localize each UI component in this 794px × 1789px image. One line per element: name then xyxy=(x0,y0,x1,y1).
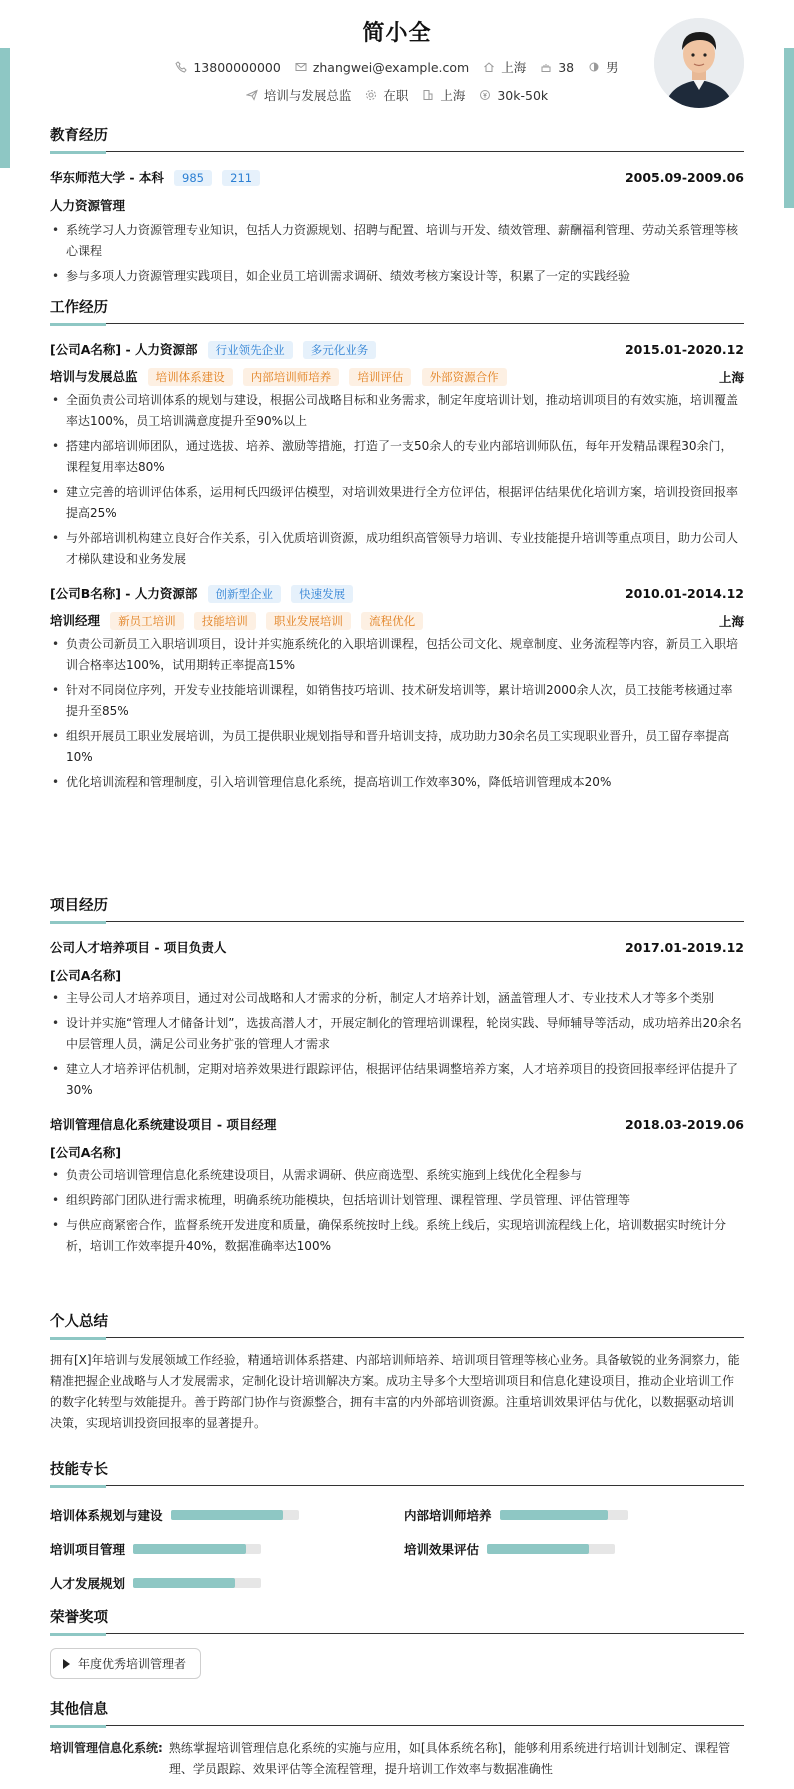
job-a-role-tag: 内部培训师培养 xyxy=(243,368,340,386)
awards-title: 荣誉奖项 xyxy=(50,1606,744,1634)
home-icon xyxy=(483,61,495,73)
email-text: zhangwei@example.com xyxy=(312,59,470,75)
skills-title: 技能专长 xyxy=(50,1458,744,1486)
education-section xyxy=(50,124,744,287)
project-2-date: 2018.03-2019.06 xyxy=(624,1116,744,1132)
avatar-portrait xyxy=(654,18,744,108)
summary-text: 拥有[X]年培训与发展领域工作经验，精通培训体系搭建、内部培训师培养、培训项目管理等核心业务。具备敏锐的业务洞察力，能精准把握企业战略与人才发展需求，定制化设计培训解决方案。成功主导多个大型培训项目和信息化建设项目，推动企业培训工作的数字化转型与效能提升。善于跨部门协作与资源整合，拥有丰富的内外部培训资源。注重培训效果评估与优化，以数据驱动培训决策，实现培训投资回报率的显著提升。 xyxy=(50,1353,740,1430)
project-2-company: [公司A名称] xyxy=(50,1145,122,1160)
skill-bar xyxy=(487,1544,615,1554)
contact-row xyxy=(50,58,744,76)
project-2-header xyxy=(50,1115,744,1133)
skill-label: 培训项目管理 xyxy=(50,1542,126,1557)
skill-item xyxy=(50,1574,261,1592)
list-item: • 设计并实施“管理人才储备计划”，选拔高潜人才，开展定制化的管理培训课程，轮岗实践、导师辅导等活动，成功培养出20余名中层管理人员，满足公司业务扩张的管理人才需求 xyxy=(50,1013,744,1055)
award-list xyxy=(50,1648,744,1679)
job-b-date: 2010.01-2014.12 xyxy=(624,586,744,601)
phone-icon xyxy=(175,61,187,73)
skill-bar xyxy=(171,1510,299,1520)
job-b-company-tag: 快速发展 xyxy=(291,585,353,603)
project-1-date: 2017.01-2019.12 xyxy=(624,939,744,955)
skill-bar xyxy=(133,1544,261,1554)
award-label: 年度优秀培训管理者 xyxy=(78,1657,187,1671)
job-b-role-tag: 职业发展培训 xyxy=(266,612,351,630)
list-item: • 全面负责公司培训体系的规划与建设，根据公司战略目标和业务需求，制定年度培训计划，推动培训项目的有效实施，培训覆盖率达100%，员工培训满意度提升至90%以上 xyxy=(50,390,744,432)
gender-icon xyxy=(588,61,600,73)
job-a-company-line xyxy=(50,340,376,359)
cake-icon xyxy=(540,61,552,73)
job-intent-row xyxy=(50,86,744,104)
work-section xyxy=(50,296,744,793)
job-a-role-tag: 外部资源合作 xyxy=(422,368,507,386)
list-item: • 搭建内部培训师团队，通过选拔、培养、激励等措施，打造了一支50余人的专业内部培训师队伍，每年开发精品课程30余门，课程复用率达80% xyxy=(50,436,744,478)
skill-bar-fill xyxy=(487,1544,589,1554)
list-item: • 与外部培训机构建立良好合作关系，引入优质培训资源，成功组织高管领导力培训、专业技能提升培训等重点项目，助力公司人才梯队建设和业务发展 xyxy=(50,528,744,570)
skill-bar-fill xyxy=(171,1510,284,1520)
tag-211: 211 xyxy=(222,170,260,186)
skill-bar-fill xyxy=(133,1544,246,1554)
list-item: • 与供应商紧密合作，监督系统开发进度和质量，确保系统按时上线。系统上线后，实现培训流程线上化，培训数据实时统计分析，培训工作效率提升40%，数据准确率达100% xyxy=(50,1215,744,1257)
status-icon xyxy=(365,89,377,101)
job-a-role: 培训与发展总监 xyxy=(50,369,138,384)
job-b-role-tag: 流程优化 xyxy=(361,612,423,630)
list-item: • 建立完善的培训评估体系，运用柯氏四级评估模型，对培训效果进行全方位评估，根据评估结果优化培训方案，培训投资回报率提高25% xyxy=(50,482,744,524)
school-name: 华东师范大学 - 本科 xyxy=(50,170,164,185)
list-item: • 系统学习人力资源管理专业知识，包括人力资源规划、招聘与配置、培训与开发、绩效管理、薪酬福利管理、劳动关系管理等核心课程 xyxy=(50,220,744,262)
send-icon xyxy=(246,89,258,101)
mail-icon xyxy=(295,61,307,73)
city-item xyxy=(483,58,526,76)
list-item: • 建立人才培养评估机制，定期对培养效果进行跟踪评估，根据评估结果调整培养方案，人才培养项目的投资回报率经评估提升了30% xyxy=(50,1059,744,1101)
summary-title: 个人总结 xyxy=(50,1310,744,1338)
project-2-name: 培训管理信息化系统建设项目 - 项目经理 xyxy=(50,1117,277,1132)
skills-section xyxy=(50,1458,744,1591)
awards-section xyxy=(50,1606,744,1679)
status-item xyxy=(365,86,408,104)
phone-item xyxy=(175,60,280,75)
skill-item xyxy=(50,1540,261,1558)
job-a-header xyxy=(50,340,744,359)
job-b-company: [公司B名称] - 人力资源部 xyxy=(50,586,198,601)
salary-icon xyxy=(479,89,491,101)
candidate-name: 简小全 xyxy=(362,21,432,46)
projects-section xyxy=(50,894,744,1257)
email-item xyxy=(295,60,469,75)
job-a-company-tag: 行业领先企业 xyxy=(208,341,293,359)
gender-item xyxy=(588,58,619,76)
job-b-role: 培训经理 xyxy=(50,613,101,628)
work-title: 工作经历 xyxy=(50,296,744,324)
age-text: 38 xyxy=(558,59,575,75)
skill-label: 培训体系规划与建设 xyxy=(50,1508,163,1523)
job-a-role-tag: 培训评估 xyxy=(349,368,411,386)
work-city-text: 上海 xyxy=(440,88,466,103)
position-item xyxy=(246,86,352,104)
job-a-role-tag: 培训体系建设 xyxy=(148,368,233,386)
other-text: 熟练掌握培训管理信息化系统的实施与应用，如[具体系统名称]，能够利用系统进行培训计划制定、课程管理、学员跟踪、效果评估等全流程管理，提升培训工作效率与数据准确性 xyxy=(168,1741,731,1776)
major: 人力资源管理 xyxy=(50,198,126,213)
job-a-company-tag: 多元化业务 xyxy=(303,341,377,359)
list-item: • 优化培训流程和管理制度，引入培训管理信息化系统，提高培训工作效率30%，降低培训管理成本20% xyxy=(50,772,744,793)
play-icon xyxy=(63,1659,70,1669)
award-item[interactable] xyxy=(50,1648,201,1679)
job-b-role-tag: 技能培训 xyxy=(194,612,256,630)
skills-grid xyxy=(50,1486,744,1591)
city-text: 上海 xyxy=(501,60,527,75)
other-title: 其他信息 xyxy=(50,1698,744,1726)
other-label: 培训管理信息化系统: xyxy=(50,1741,163,1755)
phone-text: 13800000000 xyxy=(193,59,281,75)
job-b-header xyxy=(50,584,744,603)
skill-bar xyxy=(133,1578,261,1588)
skill-label: 人才发展规划 xyxy=(50,1576,126,1591)
project-1-name: 公司人才培养项目 - 项目负责人 xyxy=(50,940,227,955)
list-item: • 针对不同岗位序列，开发专业技能培训课程，如销售技巧培训、技术研发培训等，累计培训2000余人次，员工技能考核通过率提升至85% xyxy=(50,680,744,722)
school-line xyxy=(50,168,260,186)
skill-item xyxy=(404,1506,628,1524)
education-date: 2005.09-2009.06 xyxy=(624,169,744,185)
job-b-location: 上海 xyxy=(718,613,744,629)
job-a-bullets xyxy=(50,390,744,570)
gender-text: 男 xyxy=(606,60,619,75)
skill-item xyxy=(404,1540,615,1558)
tag-985: 985 xyxy=(174,170,212,186)
project-2-bullets xyxy=(50,1165,744,1257)
list-item: • 主导公司人才培养项目，通过对公司战略和人才需求的分析，制定人才培养计划，涵盖管理人才、专业技术人才等多个类别 xyxy=(50,988,744,1009)
job-b-company-tag: 创新型企业 xyxy=(208,585,282,603)
education-header xyxy=(50,168,744,186)
age-item xyxy=(540,60,574,75)
job-a-role-line xyxy=(50,367,744,386)
list-item: • 负责公司新员工入职培训项目，设计并实施系统化的入职培训课程，包括公司文化、规章制度、业务流程等内容，新员工入职培训合格率达100%，试用期转正率提高15% xyxy=(50,634,744,676)
job-b-role-line xyxy=(50,611,744,630)
status-text: 在职 xyxy=(383,88,409,103)
job-a-date: 2015.01-2020.12 xyxy=(624,342,744,357)
skill-bar xyxy=(500,1510,628,1520)
projects-title: 项目经历 xyxy=(50,894,744,922)
position-text: 培训与发展总监 xyxy=(263,88,352,103)
right-accent-bar xyxy=(784,48,794,208)
project-1-header xyxy=(50,938,744,956)
building-icon xyxy=(422,89,434,101)
list-item: • 参与多项人力资源管理实践项目，如企业员工培训需求调研、绩效考核方案设计等，积累了一定的实践经验 xyxy=(50,266,744,287)
work-city-item xyxy=(422,86,465,104)
other-item xyxy=(50,1738,744,1780)
job-a-location: 上海 xyxy=(718,369,744,385)
skill-item xyxy=(50,1506,299,1524)
education-bullets xyxy=(50,220,744,287)
left-accent-bar xyxy=(0,48,10,168)
project-1-bullets xyxy=(50,988,744,1101)
list-item: • 负责公司培训管理信息化系统建设项目，从需求调研、供应商选型、系统实施到上线优化全程参与 xyxy=(50,1165,744,1186)
salary-item xyxy=(479,88,548,103)
job-b-bullets xyxy=(50,634,744,793)
summary-section xyxy=(50,1310,744,1434)
salary-text: 30k-50k xyxy=(497,87,549,103)
other-section xyxy=(50,1698,744,1780)
job-a-company: [公司A名称] - 人力资源部 xyxy=(50,342,198,357)
project-1-company: [公司A名称] xyxy=(50,968,122,983)
job-b-role-tag: 新员工培训 xyxy=(110,612,184,630)
job-b-company-line xyxy=(50,584,353,603)
education-title: 教育经历 xyxy=(50,124,744,152)
skill-bar-fill xyxy=(500,1510,609,1520)
skill-label: 内部培训师培养 xyxy=(404,1508,492,1523)
list-item: • 组织开展员工职业发展培训，为员工提供职业规划指导和晋升培训支持，成功助力30余名员工实现职业晋升，员工留存率提高10% xyxy=(50,726,744,768)
skill-label: 培训效果评估 xyxy=(404,1542,480,1557)
skill-bar-fill xyxy=(133,1578,235,1588)
list-item: • 组织跨部门团队进行需求梳理，明确系统功能模块，包括培训计划管理、课程管理、学员管理、评估管理等 xyxy=(50,1190,744,1211)
avatar xyxy=(654,18,744,108)
